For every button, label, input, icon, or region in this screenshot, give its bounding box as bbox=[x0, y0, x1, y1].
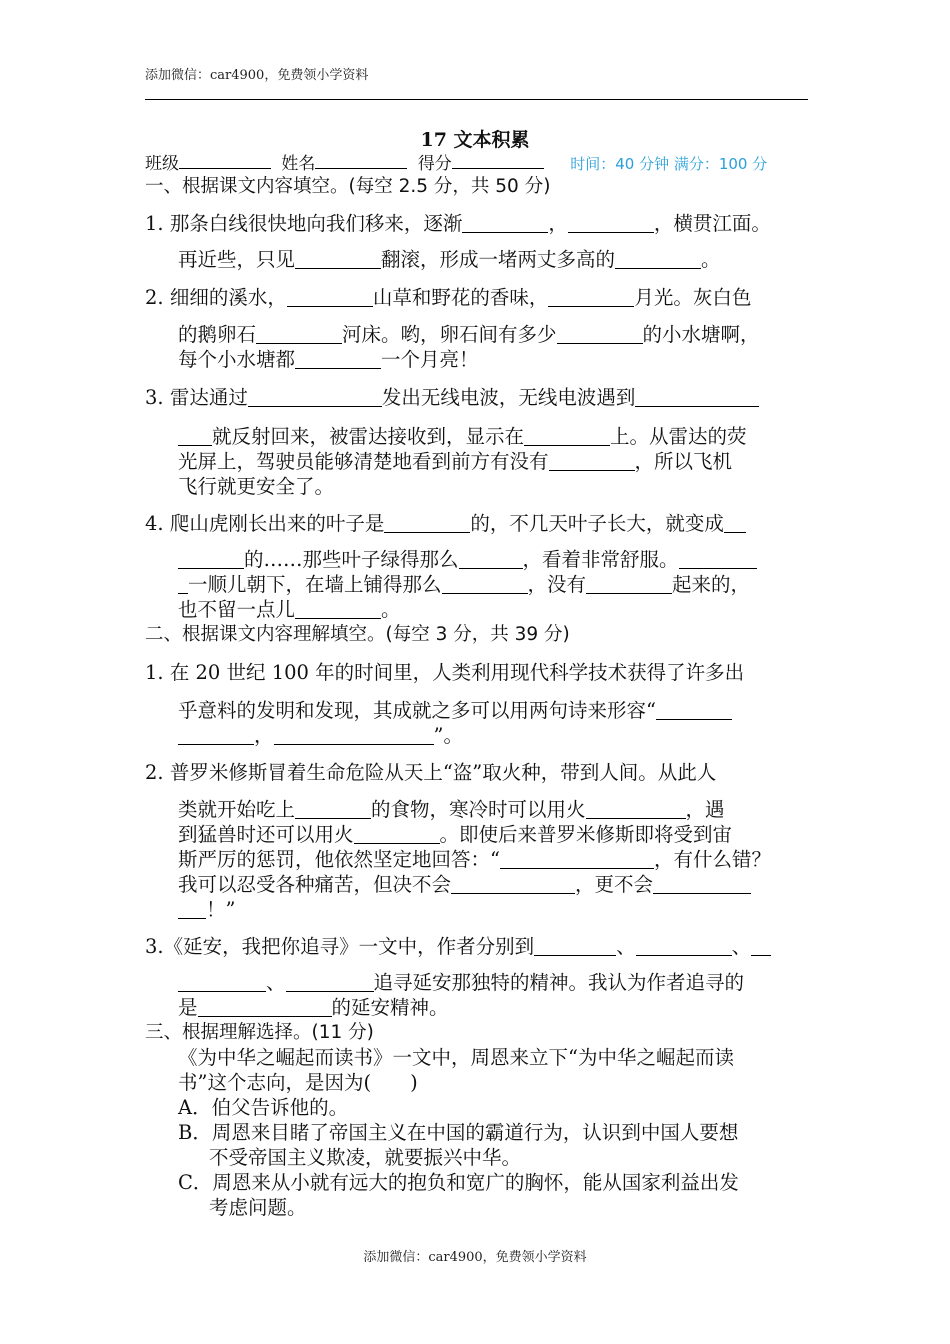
answer-blank[interactable] bbox=[274, 724, 434, 745]
answer-blank[interactable] bbox=[451, 873, 575, 894]
score-label: 得分 bbox=[417, 154, 452, 174]
s1-q4-line4: 也不留一点儿 。 bbox=[178, 598, 401, 621]
s1-q3-line3: 光屏上，驾驶员能够清楚地看到前方有没有 ，所以飞机 bbox=[178, 450, 733, 473]
s1-q2-line3: 每个小水塘都 一个月亮！ bbox=[178, 348, 479, 371]
answer-blank[interactable] bbox=[724, 512, 746, 533]
s3-option-a[interactable]: A．伯父告诉他的。 bbox=[178, 1096, 349, 1119]
answer-blank[interactable] bbox=[653, 873, 751, 894]
answer-blank-continued[interactable] bbox=[178, 425, 212, 446]
s3-option-b-line2: 不受帝国主义欺凌，就要振兴中华。 bbox=[209, 1146, 522, 1169]
answer-blank[interactable] bbox=[635, 386, 759, 407]
s2-q1-line3: ， ”。 bbox=[178, 723, 463, 749]
answer-blank[interactable] bbox=[751, 935, 771, 956]
answer-blank[interactable] bbox=[534, 935, 616, 956]
answer-blank[interactable] bbox=[198, 996, 332, 1017]
name-blank[interactable] bbox=[315, 152, 407, 169]
answer-blank[interactable] bbox=[500, 848, 654, 869]
time-info: 时间：40 分钟 满分：100 分 bbox=[570, 155, 768, 173]
s2-q2-line3: 到猛兽时还可以用火 。即使后来普罗米修斯即将受到宙 bbox=[178, 823, 733, 846]
s1-q1-line2: 再近些，只见 翻滚，形成一堵两丈多高的 。 bbox=[178, 248, 721, 271]
s1-q4-line3: 一顺儿朝下，在墙上铺得那么 ，没有 起来的， bbox=[178, 572, 750, 598]
answer-blank[interactable] bbox=[286, 971, 374, 992]
s2-q3-line1: 3.《延安，我把你追寻》一文中，作者分别到 、 、 bbox=[145, 934, 771, 960]
name-label: 姓名 bbox=[281, 154, 316, 174]
answer-blank[interactable] bbox=[384, 512, 470, 533]
answer-blank[interactable] bbox=[248, 386, 382, 407]
answer-blank-continued[interactable] bbox=[178, 548, 244, 569]
answer-blank[interactable] bbox=[568, 212, 654, 233]
answer-blank[interactable] bbox=[295, 598, 381, 619]
answer-blank[interactable] bbox=[586, 573, 672, 594]
s2-q1-line2: 乎意料的发明和发现，其成就之多可以用两句诗来形容“ bbox=[178, 698, 732, 724]
answer-blank[interactable] bbox=[354, 823, 440, 844]
s2-q3-line2: 、 追寻延安那独特的精神。我认为作者追寻的 bbox=[178, 970, 744, 996]
footer-text: 添加微信：car4900，免费领小学资料 bbox=[363, 1250, 587, 1265]
score-blank[interactable] bbox=[452, 152, 544, 169]
student-info-line bbox=[145, 149, 767, 174]
header-text: 添加微信：car4900，免费领小学资料 bbox=[145, 68, 369, 83]
s1-q1-line1: 1. 那条白线很快地向我们移来，逐渐 ， ，横贯江面。 bbox=[145, 212, 771, 235]
page-title: 17 文本积累 bbox=[420, 129, 530, 151]
answer-blank[interactable] bbox=[459, 548, 523, 569]
s2-q2-line4: 斯严厉的惩罚，他依然坚定地回答：“ ，有什么错？ bbox=[178, 848, 771, 871]
answer-blank[interactable] bbox=[295, 798, 371, 819]
header-rule bbox=[145, 99, 808, 100]
answer-blank-continued[interactable] bbox=[178, 971, 266, 992]
s3-stem-line1: 《为中华之崛起而读书》一文中，周恩来立下“为中华之崛起而读 bbox=[178, 1046, 734, 1069]
s1-q4-line2: 的……那些叶子绿得那么 ，看着非常舒服。 bbox=[178, 547, 757, 573]
section2-heading: 二、根据课文内容理解填空。(每空 3 分，共 39 分) bbox=[145, 624, 570, 645]
answer-blank[interactable] bbox=[679, 548, 757, 569]
answer-blank[interactable] bbox=[615, 248, 701, 269]
class-blank[interactable] bbox=[179, 152, 271, 169]
s2-q3-line3: 是 的延安精神。 bbox=[178, 996, 449, 1019]
answer-blank[interactable] bbox=[524, 425, 610, 446]
answer-blank[interactable] bbox=[586, 798, 686, 819]
s2-q1-line1: 1. 在 20 世纪 100 年的时间里，人类利用现代科学技术获得了许多出 bbox=[145, 661, 745, 684]
answer-blank-continued[interactable] bbox=[178, 724, 254, 745]
section1-heading: 一、根据课文内容填空。(每空 2.5 分，共 50 分) bbox=[145, 176, 551, 197]
s3-option-b-line1[interactable]: B．周恩来目睹了帝国主义在中国的霸道行为，认识到中国人要想 bbox=[178, 1121, 739, 1144]
s2-q2-line1: 2. 普罗米修斯冒着生命危险从天上“盗”取火种，带到人间。从此人 bbox=[145, 761, 717, 784]
answer-blank[interactable] bbox=[549, 450, 635, 471]
answer-blank[interactable] bbox=[656, 699, 732, 720]
answer-blank[interactable] bbox=[256, 323, 342, 344]
s1-q3-line4: 飞行就更安全了。 bbox=[178, 475, 335, 498]
class-label: 班级 bbox=[145, 154, 179, 174]
s1-q3-line2: 就反射回来，被雷达接收到，显示在 上。从雷达的荧 bbox=[178, 424, 747, 450]
s2-q2-line2: 类就开始吃上 的食物，寒冷时可以用火 ，遇 bbox=[178, 798, 725, 821]
answer-blank[interactable] bbox=[287, 286, 373, 307]
s1-q2-line1: 2. 细细的溪水， 山草和野花的香味， 月光。灰白色 bbox=[145, 286, 752, 309]
s1-q2-line2: 的鹅卵石 河床。哟，卵石间有多少 的小水塘啊， bbox=[178, 323, 760, 346]
answer-blank[interactable] bbox=[548, 286, 634, 307]
s1-q4-line1: 4. 爬山虎刚长出来的叶子是 的，不几天叶子长大，就变成 bbox=[145, 511, 746, 537]
answer-blank-continued[interactable] bbox=[178, 573, 188, 594]
s3-option-c-line1[interactable]: C．周恩来从小就有远大的抱负和宽广的胸怀，能从国家利益出发 bbox=[178, 1171, 739, 1194]
answer-blank[interactable] bbox=[636, 935, 732, 956]
answer-blank[interactable] bbox=[295, 248, 381, 269]
answer-blank[interactable] bbox=[462, 212, 548, 233]
answer-blank[interactable] bbox=[295, 348, 381, 369]
s1-q3-line1: 3. 雷达通过 发出无线电波，无线电波遇到 bbox=[145, 385, 759, 411]
answer-blank-continued[interactable] bbox=[178, 898, 206, 919]
s3-stem-line2: 书”这个志向，是因为( ) bbox=[178, 1071, 418, 1094]
s2-q2-line5: 我可以忍受各种痛苦，但决不会 ，更不会 bbox=[178, 872, 751, 898]
answer-blank[interactable] bbox=[557, 323, 643, 344]
section3-heading: 三、根据理解选择。(11 分) bbox=[145, 1022, 374, 1043]
s3-option-c-line2: 考虑问题。 bbox=[209, 1196, 307, 1219]
answer-blank[interactable] bbox=[442, 573, 528, 594]
s2-q2-line6: ！” bbox=[178, 897, 235, 923]
